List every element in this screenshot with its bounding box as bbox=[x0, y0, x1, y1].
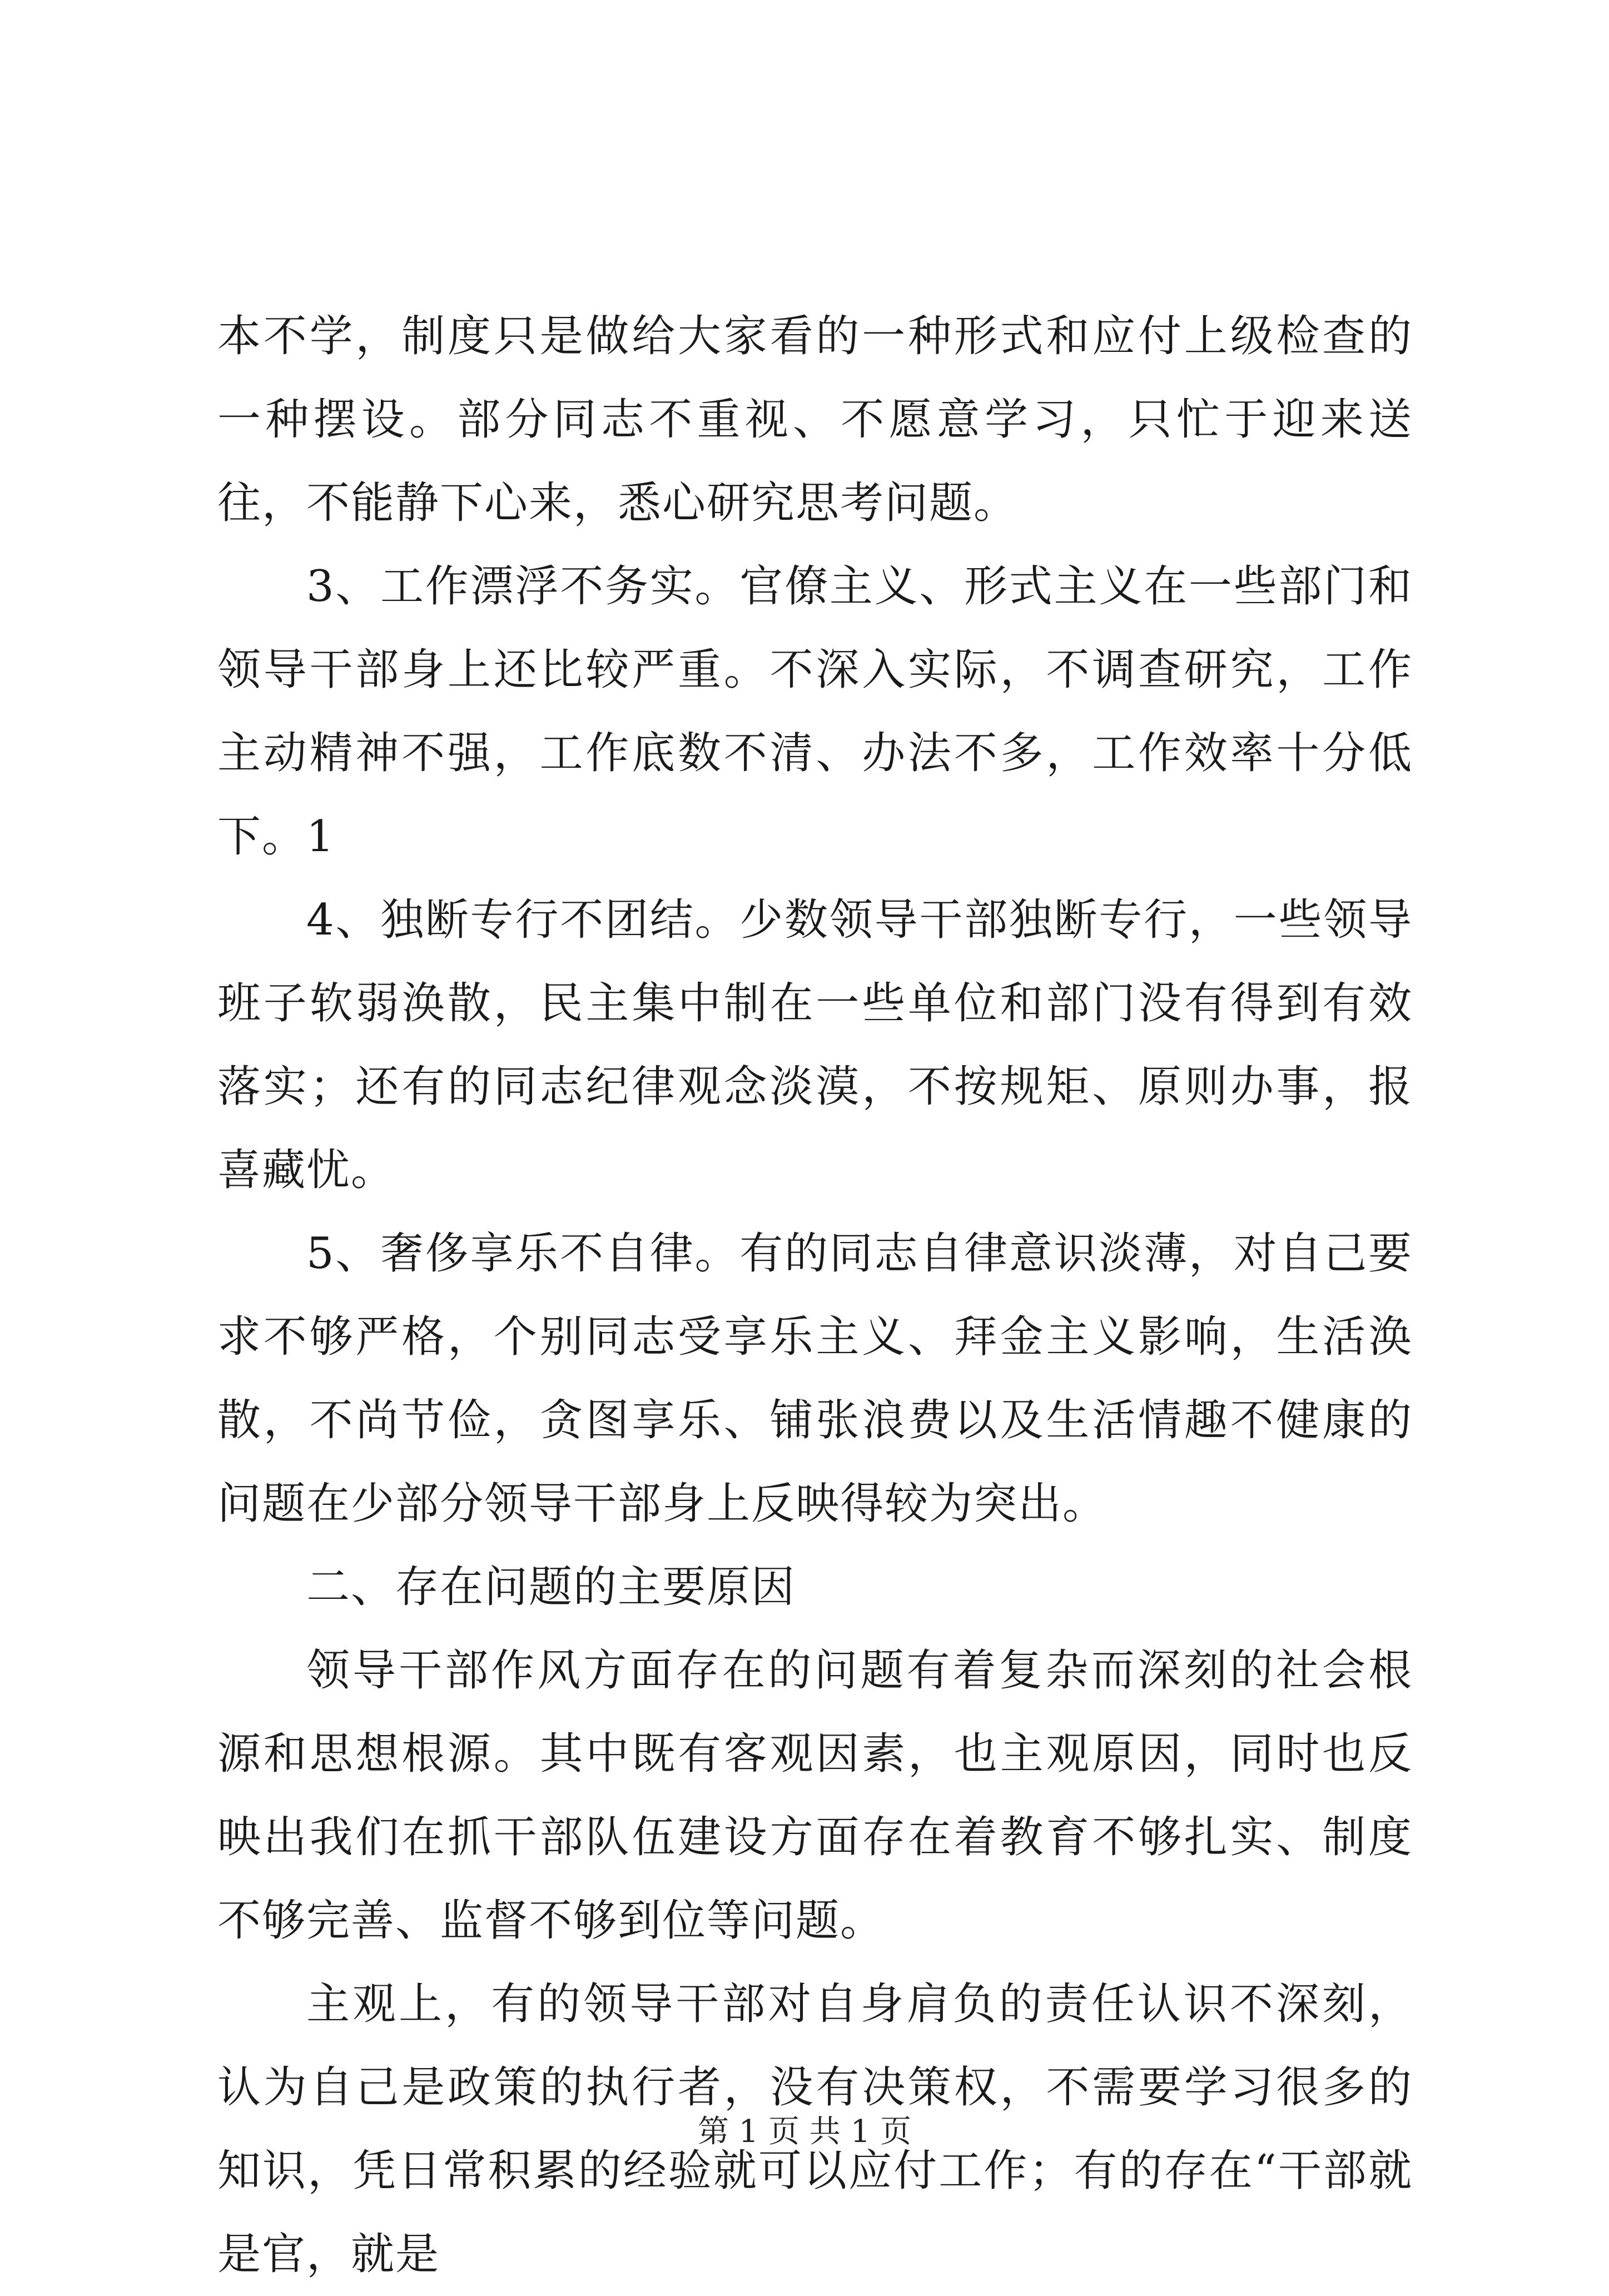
paragraph-item-5: 5、奢侈享乐不自律。有的同志自律意识淡薄，对自己要求不够严格，个别同志受享乐主义、拜金主义影响，生活涣散，不尚节俭，贪图享乐、铺张浪费以及生活情趣不健康的问题在少部分领导干部身上反映得较为突出。 bbox=[217, 1229, 1413, 1529]
paragraph-item-3: 3、工作漂浮不务实。官僚主义、形式主义在一些部门和领导干部身上还比较严重。不深入实际，不调查研究，工作主动精神不强，工作底数不清、办法不多，工作效率十分低下。1 bbox=[217, 561, 1413, 862]
paragraph-subjective: 主观上，有的领导干部对自身肩负的责任认识不深刻，认为自己是政策的执行者，没有决策权，不需要学习很多的知识，凭日常积累的经验就可以应付工作；有的存在“干部就是官，就是 bbox=[217, 1979, 1413, 2279]
paragraph-continuation: 本不学，制度只是做给大家看的一种形式和应付上级检查的一种摆设。部分同志不重视、不愿意学习，只忙于迎来送往，不能静下心来，悉心研究思考问题。 bbox=[217, 311, 1413, 528]
paragraph-item-4: 4、独断专行不团结。少数领导干部独断专行，一些领导班子软弱涣散，民主集中制在一些单位和部门没有得到有效落实；还有的同志纪律观念淡漠，不按规矩、原则办事，报喜藏忧。 bbox=[217, 895, 1413, 1195]
page-footer: 第 1 页 共 1 页 bbox=[697, 2114, 912, 2150]
paragraph-causes-intro: 领导干部作风方面存在的问题有着复杂而深刻的社会根源和思想根源。其中既有客观因素，也主观原因，同时也反映出我们在抓干部队伍建设方面存在着教育不够扎实、制度不够完善、监督不够到位等问题。 bbox=[217, 1646, 1413, 1946]
document-body bbox=[217, 295, 1413, 2296]
section-heading: 二、存在问题的主要原因 bbox=[306, 1562, 796, 1612]
